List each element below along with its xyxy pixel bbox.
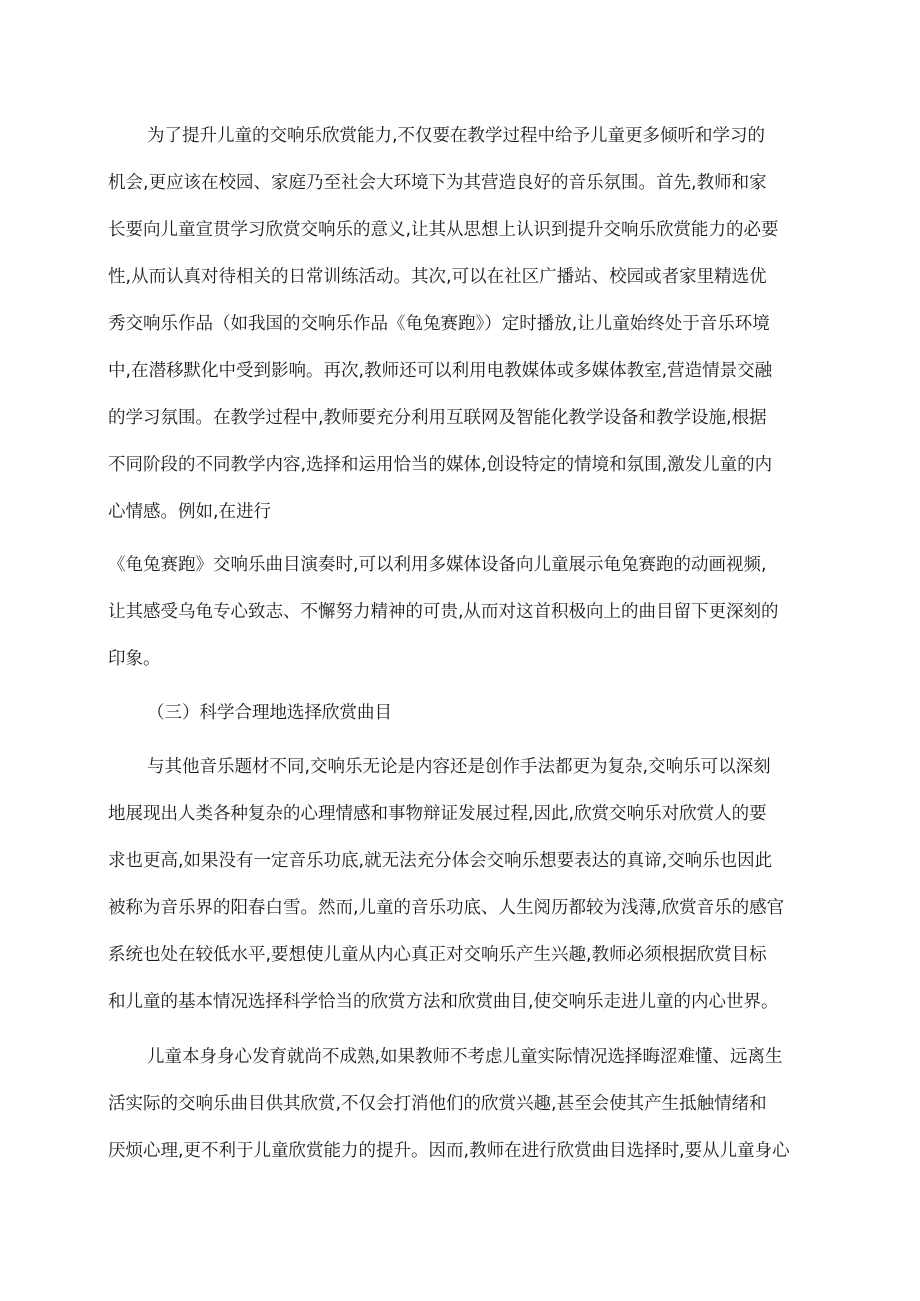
paragraph-1-line-3: 长要向儿童宣贯学习欣赏交响乐的意义,让其从思想上认识到提升交响乐欣赏能力的必要 bbox=[108, 220, 779, 240]
paragraph-3-line-1: 与其他音乐题材不同,交响乐无论是内容还是创作手法都更为复杂,交响乐可以深刻 bbox=[147, 757, 771, 777]
paragraph-3-line-5: 系统也处在较低水平,要想使儿童从内心真正对交响乐产生兴趣,教师必须根据欣赏目标 bbox=[108, 945, 767, 965]
paragraph-3-line-4: 被称为音乐界的阳春白雪。然而,儿童的音乐功底、人生阅历都较为浅薄,欣赏音乐的感官 bbox=[108, 898, 785, 918]
paragraph-1-line-2: 机会,更应该在校园、家庭乃至社会大环境下为其营造良好的音乐氛围。首先,教师和家 bbox=[108, 173, 767, 193]
paragraph-4-line-1: 儿童本身身心发育就尚不成熟,如果教师不考虑儿童实际情况选择晦涩难懂、远离生 bbox=[147, 1047, 783, 1067]
section-heading: （三）科学合理地选择欣赏曲目 bbox=[147, 703, 392, 723]
paragraph-3-line-3: 求也更高,如果没有一定音乐功底,就无法充分体会交响乐想要表达的真谛,交响乐也因此 bbox=[108, 851, 773, 871]
paragraph-1-line-7: 的学习氛围。在教学过程中,教师要充分利用互联网及智能化教学设备和教学设施,根据 bbox=[108, 408, 767, 428]
paragraph-3-line-2: 地展现出人类各种复杂的心理情感和事物辩证发展过程,因此,欣赏交响乐对欣赏人的要 bbox=[108, 804, 767, 824]
paragraph-2-line-2: 让其感受乌龟专心致志、不懈努力精神的可贵,从而对这首积极向上的曲目留下更深刻的 bbox=[108, 602, 779, 622]
paragraph-4-line-2: 活实际的交响乐曲目供其欣赏,不仅会打消他们的欣赏兴趣,甚至会使其产生抵触情绪和 bbox=[108, 1094, 767, 1114]
paragraph-2-line-1: 《龟兔赛跑》交响乐曲目演奏时,可以利用多媒体设备向儿童展示龟兔赛跑的动画视频, bbox=[108, 555, 767, 575]
paragraph-4-line-3: 厌烦心理,更不利于儿童欣赏能力的提升。因而,教师在进行欣赏曲目选择时,要从儿童身心 bbox=[108, 1141, 790, 1161]
paragraph-1-line-5: 秀交响乐作品（如我国的交响乐作品《龟兔赛跑》）定时播放,让儿童始终处于音乐环境 bbox=[108, 314, 770, 334]
paragraph-1-line-9: 心情感。例如,在进行 bbox=[108, 502, 272, 522]
paragraph-3-line-6: 和儿童的基本情况选择科学恰当的欣赏方法和欣赏曲目,使交响乐走进儿童的内心世界。 bbox=[108, 992, 779, 1012]
paragraph-1-line-8: 不同阶段的不同教学内容,选择和运用恰当的媒体,创设特定的情境和氛围,激发儿童的内 bbox=[108, 455, 773, 475]
paragraph-1-line-4: 性,从而认真对待相关的日常训练活动。其次,可以在社区广播站、校园或者家里精选优 bbox=[108, 267, 767, 287]
paragraph-1-line-6: 中,在潜移默化中受到影响。再次,教师还可以利用电教媒体或多媒体教室,营造情景交融 bbox=[108, 361, 773, 381]
paragraph-2-line-3: 印象。 bbox=[108, 649, 161, 669]
paragraph-1-line-1: 为了提升儿童的交响乐欣赏能力,不仅要在教学过程中给予儿童更多倾听和学习的 bbox=[147, 126, 766, 146]
